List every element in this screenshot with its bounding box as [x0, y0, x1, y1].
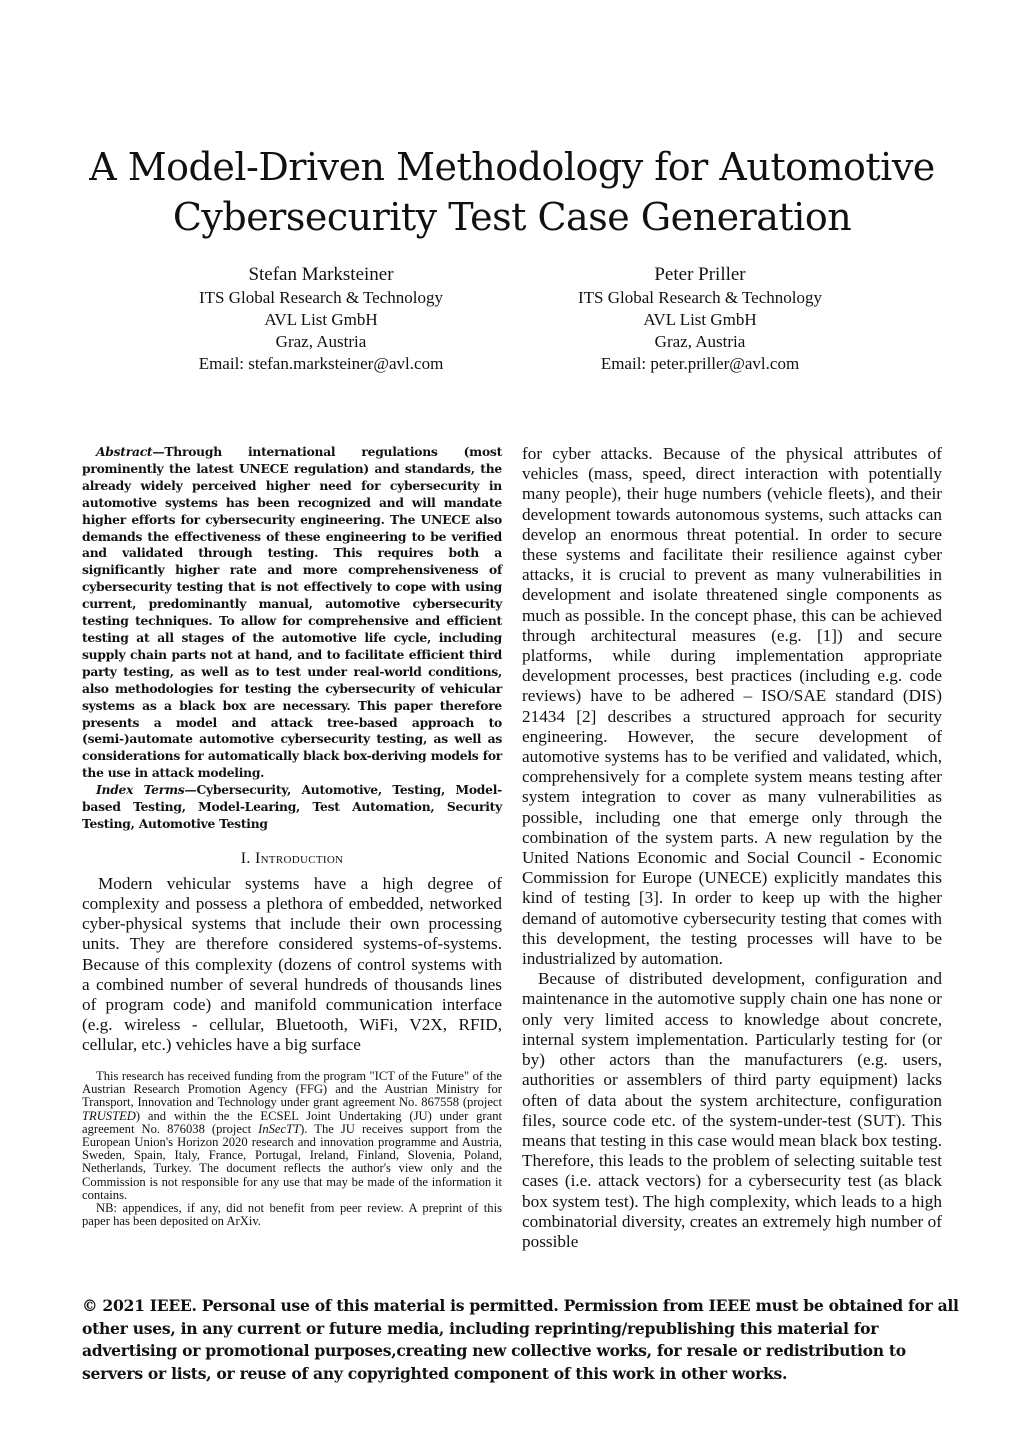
section-heading [82, 850, 502, 868]
footnotes [82, 1070, 502, 1228]
author-block-1 [111, 264, 531, 375]
author-name: Stefan Marksteiner [248, 264, 394, 285]
abstract [82, 444, 502, 782]
author-block-2 [490, 264, 910, 375]
footnote-text: ). The JU receives support from the European Union's Horizon 2020 research and innovation programme and Austria, Sweden, Spain, Italy, France, Portugal, Ireland, Finland, Slovenia, Poland, Netherlands, Turkey. The document reflects the author's view only and the Commission is not responsible for any use that may be made of the information it contains. [82, 1121, 502, 1202]
author-location: Graz, Austria [654, 332, 746, 351]
author-name: Peter Priller [654, 264, 746, 285]
author-location: Graz, Austria [275, 332, 367, 351]
author-affiliation: ITS Global Research & Technology [578, 288, 822, 307]
footnote-text: This research has received funding from the program "ICT of the Future" of the Austrian Research Promotion Agency (FFG) and the Austrian Ministry for Transport, Innovation and Technology under grant agreement No. 867558 (project [82, 1069, 502, 1110]
body-paragraph: for cyber attacks. Because of the physical attributes of vehicles (mass, speed, direct interaction with potentially many people), their huge numbers (vehicle fleets), and their development towards autonomous systems, such attacks can develop an enormous threat potential. In order to secure these systems and facilitate their resilience against cyber attacks, it is crucial to prevent as many vulnerabilities in development and isolate threatened single components as much as possible. In the concept phase, this can be achieved through architectural measures (e.g. [1]) and secure platforms, while during implementation appropriate development processes, best practices (including e.g. code reviews) have to be adhered – ISO/SAE standard (DIS) 21434 [2] describes a structured approach for security engineering. However, the secure development of automotive systems has to be verified and validated, which, comprehensively for a complete system means testing after system integration to cover as many vulnerabilities as possible, including one that emerge only through the combination of the system parts. A new regulation by the United Nations Economic and Social Council - Economic Commission for Europe (UNECE) explicitly mandates this kind of testing [3]. In order to keep up with the higher demand of automotive cybersecurity testing that comes with this development, the testing processes will have to be industrialized by automation. [522, 444, 942, 969]
left-column [82, 444, 502, 1056]
section-number: I. [240, 849, 251, 867]
paper-title: A Model-Driven Methodology for Automotive Cybersecurity Test Case Generation [89, 145, 935, 239]
index-terms-label: Index Terms— [96, 782, 197, 798]
body-paragraph: Because of distributed development, configuration and maintenance in the automotive supply chain one has none or only very limited access to knowledge about concrete, internal system implementation. Particularly testing for (or by) other actors than the manufacturers (e.g. users, authorities or assemblers of third party equipment) lacks often of data about the system architecture, configuration files, source code etc. of the system-under-test (SUT). This means that testing in this case would mean black box testing. Therefore, this leads to the problem of selecting suitable test cases (i.e. attack vectors) for a cybersecurity test (as black box system test). The high complexity, which leads to a high combinatorial diversity, creates an extremely high number of possible [522, 969, 942, 1251]
right-column [522, 444, 942, 1252]
index-terms [82, 782, 502, 833]
project-name-insectt: InSecTT [258, 1121, 301, 1136]
author-email: Email: stefan.marksteiner@avl.com [198, 354, 444, 373]
author-company: AVL List GmbH [264, 310, 378, 329]
section-title: Introduction [254, 849, 344, 867]
abstract-label: Abstract— [96, 444, 165, 459]
index-terms-text: Cybersecurity, Automotive, Testing, Model-based Testing, Model-Learing, Test Automation, Security Testing, Automotive Testing [82, 782, 503, 831]
abstract-text: Through international regulations (most prominently the latest UNECE regulation) and standards, the already widely perceived higher need for cybersecurity in automotive systems has been recognized and will mandate higher efforts for cybersecurity engineering. The UNECE also demands the effectiveness of these engineering to be verified and validated through testing. This requires both a significantly higher rate and more comprehensiveness of cybersecurity testing that is not effectively to cope with using current, predominantly manual, automotive cybersecurity testing techniques. To allow for comprehensive and efficient testing at all stages of the automotive life cycle, including supply chain parts not at hand, and to facilitate efficient third party testing, as well as to test under real-world conditions, also methodologies for testing the cybersecurity of vehicular systems as a black box are necessary. This paper therefore presents a model and attack tree-based approach to (semi-)automate automotive cybersecurity testing, as well as considerations for automatically black box-deriving models for the use in attack modeling. [82, 444, 502, 781]
author-affiliation: ITS Global Research & Technology [199, 288, 443, 307]
copyright-notice: © 2021 IEEE. Personal use of this material is permitted. Permission from IEEE must be obtained for all other uses, in any current or future media, including reprinting/republishing this material for advertising or promotional purposes,creating new collective works, for resale or redistribution to servers or lists, or reuse of any copyrighted component of this work in other works. [82, 1296, 959, 1383]
funding-footnote [82, 1070, 502, 1202]
project-name-trusted: TRUSTED [82, 1108, 136, 1123]
footnote-text: ) and within the the ECSEL Joint Undertaking (JU) under grant agreement No. 876038 (project [82, 1108, 502, 1136]
author-company: AVL List GmbH [643, 310, 757, 329]
author-email: Email: peter.priller@avl.com [600, 354, 800, 373]
preprint-footnote: NB: appendices, if any, did not benefit from peer review. A preprint of this paper has been deposited on ArXiv. [82, 1201, 502, 1229]
intro-paragraph: Modern vehicular systems have a high degree of complexity and possess a plethora of embedded, networked cyber-physical systems that include their own processing units. They are therefore considered systems-of-systems. Because of this complexity (dozens of control systems with a combined number of several hundreds of thousands lines of program code) and manifold communication interface (e.g. wireless - cellular, Bluetooth, WiFi, V2X, RFID, cellular, etc.) vehicles have a big surface [82, 873, 502, 1055]
